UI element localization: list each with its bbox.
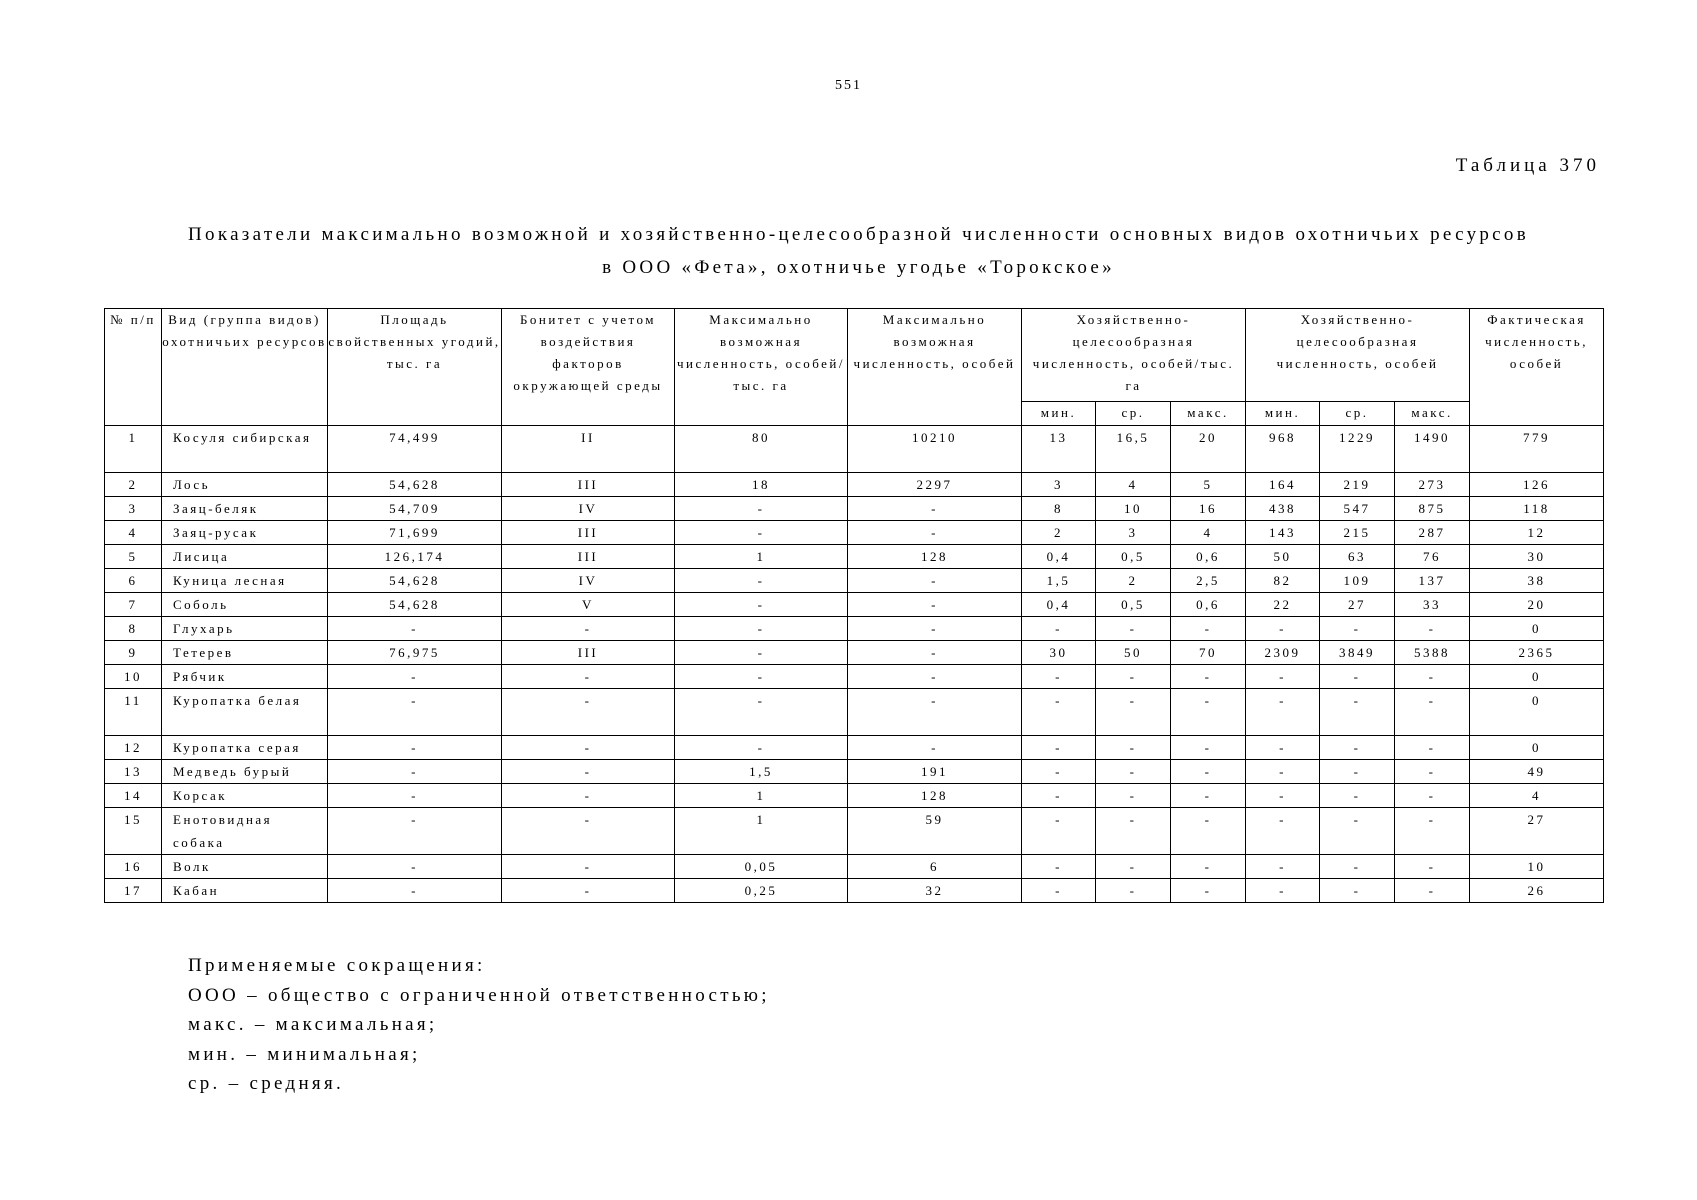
table-cell: 191 xyxy=(848,760,1022,784)
species-cell: Лось xyxy=(162,473,328,497)
header-opt-density-max: макс. xyxy=(1171,402,1246,426)
species-cell: Косуля сибирская xyxy=(162,426,328,473)
table-row xyxy=(105,689,1604,736)
header-actual: Фактическая численность, особей xyxy=(1470,309,1604,426)
table-cell: - xyxy=(502,808,675,855)
table-cell: 26 xyxy=(1470,879,1604,903)
table-cell: 287 xyxy=(1395,521,1470,545)
notes-item: ООО – общество с ограниченной ответственностью; xyxy=(188,984,770,1006)
table-cell: 22 xyxy=(1246,593,1320,617)
table-cell: 0 xyxy=(1470,689,1604,736)
table-cell: - xyxy=(848,736,1022,760)
table-cell: - xyxy=(502,760,675,784)
table-cell: - xyxy=(502,784,675,808)
table-cell: 54,709 xyxy=(328,497,502,521)
table-cell: - xyxy=(1022,879,1096,903)
table-cell: 13 xyxy=(105,760,162,784)
species-cell: Куропатка серая xyxy=(162,736,328,760)
table-cell: - xyxy=(1320,808,1395,855)
table-cell: - xyxy=(1320,665,1395,689)
table-cell: 219 xyxy=(1320,473,1395,497)
table-cell: - xyxy=(328,855,502,879)
table-cell: 18 xyxy=(675,473,848,497)
table-cell: - xyxy=(1320,689,1395,736)
notes-heading: Применяемые сокращения: xyxy=(188,955,486,976)
table-row xyxy=(105,855,1604,879)
table-cell: 13 xyxy=(1022,426,1096,473)
table-cell: 547 xyxy=(1320,497,1395,521)
table-cell: - xyxy=(1022,760,1096,784)
table-cell: - xyxy=(1022,808,1096,855)
table-cell: 27 xyxy=(1470,808,1604,855)
table-label: Таблица 370 xyxy=(1455,155,1600,176)
table-cell: - xyxy=(1096,808,1171,855)
table-cell: - xyxy=(1022,689,1096,736)
header-opt-count-avg: ср. xyxy=(1320,402,1395,426)
table-cell: - xyxy=(675,689,848,736)
table-cell: 0 xyxy=(1470,736,1604,760)
table-cell: - xyxy=(502,736,675,760)
table-cell: 126 xyxy=(1470,473,1604,497)
table-cell: II xyxy=(502,426,675,473)
header-opt-density-avg: ср. xyxy=(1096,402,1171,426)
table-cell: - xyxy=(1246,784,1320,808)
table-cell: - xyxy=(1171,855,1246,879)
table-cell: 20 xyxy=(1171,426,1246,473)
species-cell: Енотовидная собака xyxy=(162,808,328,855)
table-cell: 11 xyxy=(105,689,162,736)
table-cell: - xyxy=(1395,855,1470,879)
table-cell: - xyxy=(1096,760,1171,784)
table-cell: - xyxy=(675,569,848,593)
table-cell: - xyxy=(328,760,502,784)
table-cell: - xyxy=(1096,665,1171,689)
abbreviations-notes xyxy=(188,951,770,1099)
notes-item: макс. – максимальная; xyxy=(188,1014,438,1035)
table-cell: 76,975 xyxy=(328,641,502,665)
table-cell: 1 xyxy=(675,808,848,855)
table-cell: 164 xyxy=(1246,473,1320,497)
table-row xyxy=(105,736,1604,760)
table-cell: III xyxy=(502,521,675,545)
table-cell: 10210 xyxy=(848,426,1022,473)
table-cell: - xyxy=(502,665,675,689)
table-cell: - xyxy=(1096,736,1171,760)
table-cell: - xyxy=(328,784,502,808)
table-cell: - xyxy=(675,641,848,665)
table-cell: 7 xyxy=(105,593,162,617)
table-cell: - xyxy=(1171,784,1246,808)
table-cell: 0,4 xyxy=(1022,545,1096,569)
table-cell: 0,6 xyxy=(1171,593,1246,617)
table-cell: 32 xyxy=(848,879,1022,903)
species-cell: Рябчик xyxy=(162,665,328,689)
table-cell: 1 xyxy=(675,784,848,808)
table-cell: - xyxy=(1246,808,1320,855)
table-cell: - xyxy=(502,879,675,903)
table-cell: 6 xyxy=(848,855,1022,879)
table-cell: - xyxy=(1246,736,1320,760)
table-cell: 20 xyxy=(1470,593,1604,617)
table-cell: 109 xyxy=(1320,569,1395,593)
table-cell: 54,628 xyxy=(328,569,502,593)
table-cell: - xyxy=(848,665,1022,689)
table-cell: - xyxy=(328,665,502,689)
table-cell: 5388 xyxy=(1395,641,1470,665)
table-cell: - xyxy=(1246,855,1320,879)
table-cell: 16 xyxy=(105,855,162,879)
table-cell: 2365 xyxy=(1470,641,1604,665)
table-cell: 137 xyxy=(1395,569,1470,593)
species-cell: Глухарь xyxy=(162,617,328,641)
header-area: Площадь свойственных угодий, тыс. га xyxy=(328,309,502,426)
table-cell: 2 xyxy=(1022,521,1096,545)
table-cell: - xyxy=(1395,736,1470,760)
table-cell: 82 xyxy=(1246,569,1320,593)
table-cell: 30 xyxy=(1022,641,1096,665)
table-row xyxy=(105,808,1604,855)
table-cell: 1 xyxy=(675,545,848,569)
table-cell: III xyxy=(502,641,675,665)
table-cell: 80 xyxy=(675,426,848,473)
table-cell: - xyxy=(848,521,1022,545)
header-bonitet: Бонитет с учетом воздействия факторов окружающей среды xyxy=(502,309,675,426)
table-row xyxy=(105,593,1604,617)
table-cell: 0,5 xyxy=(1096,545,1171,569)
table-cell: 2 xyxy=(105,473,162,497)
table-cell: 10 xyxy=(1470,855,1604,879)
species-cell: Тетерев xyxy=(162,641,328,665)
table-cell: - xyxy=(1320,784,1395,808)
table-cell: - xyxy=(1022,784,1096,808)
table-row xyxy=(105,545,1604,569)
table-cell: - xyxy=(1171,689,1246,736)
species-cell: Медведь бурый xyxy=(162,760,328,784)
table-row xyxy=(105,760,1604,784)
table-cell: - xyxy=(1320,879,1395,903)
table-cell: - xyxy=(1022,617,1096,641)
table-cell: - xyxy=(1022,665,1096,689)
table-cell: 2309 xyxy=(1246,641,1320,665)
table-cell: 33 xyxy=(1395,593,1470,617)
table-cell: - xyxy=(848,689,1022,736)
table-cell: - xyxy=(848,641,1022,665)
table-cell: 15 xyxy=(105,808,162,855)
species-cell: Лисица xyxy=(162,545,328,569)
table-cell: - xyxy=(1395,879,1470,903)
notes-item: ср. – средняя. xyxy=(188,1073,345,1094)
species-cell: Куница лесная xyxy=(162,569,328,593)
header-max-count: Максимально возможная численность, особей xyxy=(848,309,1022,426)
table-row xyxy=(105,879,1604,903)
table-row xyxy=(105,497,1604,521)
table-cell: 16 xyxy=(1171,497,1246,521)
table-cell: - xyxy=(1022,736,1096,760)
table-row xyxy=(105,665,1604,689)
table-cell: 0,25 xyxy=(675,879,848,903)
table-cell: 12 xyxy=(105,736,162,760)
table-cell: - xyxy=(1246,689,1320,736)
table-cell: - xyxy=(1395,784,1470,808)
table-cell: 50 xyxy=(1246,545,1320,569)
table-cell: 779 xyxy=(1470,426,1604,473)
table-cell: - xyxy=(1171,617,1246,641)
table-cell: 63 xyxy=(1320,545,1395,569)
table-cell: 0,4 xyxy=(1022,593,1096,617)
table-cell: 143 xyxy=(1246,521,1320,545)
header-opt-density-min: мин. xyxy=(1022,402,1096,426)
title-line-1: Показатели максимально возможной и хозяйственно-целесообразной численности основных видов охотничьих ресурсов xyxy=(188,224,1529,245)
table-row xyxy=(105,641,1604,665)
table-cell: 4 xyxy=(1171,521,1246,545)
table-cell: 74,499 xyxy=(328,426,502,473)
table-cell: 3 xyxy=(1022,473,1096,497)
table-cell: 6 xyxy=(105,569,162,593)
table-cell: III xyxy=(502,545,675,569)
table-cell: - xyxy=(328,617,502,641)
table-cell: 3 xyxy=(1096,521,1171,545)
notes-item: мин. – минимальная; xyxy=(188,1043,421,1065)
table-cell: 215 xyxy=(1320,521,1395,545)
table-cell: 273 xyxy=(1395,473,1470,497)
table-cell: - xyxy=(1246,665,1320,689)
table-cell: 12 xyxy=(1470,521,1604,545)
table-row xyxy=(105,784,1604,808)
table-cell: - xyxy=(1246,617,1320,641)
table-cell: - xyxy=(328,689,502,736)
table-cell: IV xyxy=(502,569,675,593)
table-cell: 968 xyxy=(1246,426,1320,473)
table-cell: - xyxy=(1171,808,1246,855)
table-cell: 3849 xyxy=(1320,641,1395,665)
table-cell: - xyxy=(1096,784,1171,808)
table-cell: - xyxy=(1320,855,1395,879)
table-cell: - xyxy=(1096,879,1171,903)
species-cell: Заяц-русак xyxy=(162,521,328,545)
table-cell: - xyxy=(1171,665,1246,689)
table-cell: - xyxy=(675,497,848,521)
table-cell: 70 xyxy=(1171,641,1246,665)
table-cell: 5 xyxy=(1171,473,1246,497)
table-cell: 9 xyxy=(105,641,162,665)
table-row xyxy=(105,617,1604,641)
table-row xyxy=(105,473,1604,497)
table-header xyxy=(105,309,1604,426)
table-cell: - xyxy=(1096,855,1171,879)
table-cell: 128 xyxy=(848,784,1022,808)
table-cell: - xyxy=(675,736,848,760)
table-cell: 126,174 xyxy=(328,545,502,569)
species-cell: Куропатка белая xyxy=(162,689,328,736)
table-cell: - xyxy=(1320,736,1395,760)
table-cell: - xyxy=(848,497,1022,521)
table-cell: - xyxy=(1171,879,1246,903)
table-cell: 1,5 xyxy=(1022,569,1096,593)
table-cell: 71,699 xyxy=(328,521,502,545)
table-cell: - xyxy=(848,593,1022,617)
header-opt-density: Хозяйственно-целесообразная численность, особей/тыс. га xyxy=(1022,309,1246,402)
table-row xyxy=(105,569,1604,593)
table-cell: 59 xyxy=(848,808,1022,855)
table-cell: - xyxy=(502,689,675,736)
hunting-resources-table xyxy=(104,308,1604,903)
table-cell: - xyxy=(1171,736,1246,760)
table-cell: V xyxy=(502,593,675,617)
table-cell: - xyxy=(675,593,848,617)
table-cell: - xyxy=(848,569,1022,593)
species-cell: Соболь xyxy=(162,593,328,617)
table-cell: - xyxy=(1246,879,1320,903)
table-cell: 17 xyxy=(105,879,162,903)
table-cell: 5 xyxy=(105,545,162,569)
table-cell: IV xyxy=(502,497,675,521)
table-cell: 2297 xyxy=(848,473,1022,497)
table-cell: - xyxy=(1395,689,1470,736)
table-cell: - xyxy=(1395,617,1470,641)
table-cell: 0 xyxy=(1470,665,1604,689)
header-max-density: Максимально возможная численность, особей/тыс. га xyxy=(675,309,848,426)
table-cell: 38 xyxy=(1470,569,1604,593)
table-cell: 30 xyxy=(1470,545,1604,569)
table-cell: 1 xyxy=(105,426,162,473)
table-title xyxy=(60,218,1657,284)
table-cell: 0,6 xyxy=(1171,545,1246,569)
table-row xyxy=(105,426,1604,473)
table-cell: 2 xyxy=(1096,569,1171,593)
header-opt-count-min: мин. xyxy=(1246,402,1320,426)
table-cell: 16,5 xyxy=(1096,426,1171,473)
table-cell: 2,5 xyxy=(1171,569,1246,593)
header-opt-count: Хозяйственно-целесообразная численность, особей xyxy=(1246,309,1470,402)
table-cell: - xyxy=(1096,617,1171,641)
table-cell: 0 xyxy=(1470,617,1604,641)
species-cell: Корсак xyxy=(162,784,328,808)
table-cell: 4 xyxy=(1470,784,1604,808)
table-cell: - xyxy=(675,665,848,689)
table-cell: 0,5 xyxy=(1096,593,1171,617)
header-opt-count-max: макс. xyxy=(1395,402,1470,426)
table-cell: - xyxy=(1395,760,1470,784)
table-cell: 14 xyxy=(105,784,162,808)
header-species: Вид (группа видов) охотничьих ресурсов xyxy=(162,309,328,426)
title-line-2: в ООО «Фета», охотничье угодье «Торокское» xyxy=(602,257,1115,278)
table-cell: 1229 xyxy=(1320,426,1395,473)
table-cell: - xyxy=(1246,760,1320,784)
table-cell: 3 xyxy=(105,497,162,521)
table-cell: 50 xyxy=(1096,641,1171,665)
table-cell: - xyxy=(675,521,848,545)
species-cell: Кабан xyxy=(162,879,328,903)
table-cell: 4 xyxy=(105,521,162,545)
table-cell: 76 xyxy=(1395,545,1470,569)
table-cell: 10 xyxy=(105,665,162,689)
table-cell: - xyxy=(1022,855,1096,879)
page-number: 551 xyxy=(835,78,862,93)
table-cell: 118 xyxy=(1470,497,1604,521)
table-cell: 8 xyxy=(105,617,162,641)
table-cell: 1490 xyxy=(1395,426,1470,473)
table-cell: - xyxy=(1395,808,1470,855)
table-cell: 10 xyxy=(1096,497,1171,521)
table-cell: 875 xyxy=(1395,497,1470,521)
table-cell: 1,5 xyxy=(675,760,848,784)
table-cell: - xyxy=(1320,760,1395,784)
table-body xyxy=(105,426,1604,903)
table-cell: 54,628 xyxy=(328,473,502,497)
table-cell: III xyxy=(502,473,675,497)
table-cell: - xyxy=(848,617,1022,641)
table-cell: 8 xyxy=(1022,497,1096,521)
header-num: № п/п xyxy=(105,309,162,426)
table-cell: - xyxy=(502,617,675,641)
species-cell: Волк xyxy=(162,855,328,879)
table-cell: 4 xyxy=(1096,473,1171,497)
table-cell: - xyxy=(675,617,848,641)
table-cell: - xyxy=(328,736,502,760)
table-row xyxy=(105,521,1604,545)
table-cell: - xyxy=(502,855,675,879)
table-cell: - xyxy=(1171,760,1246,784)
table-cell: 0,05 xyxy=(675,855,848,879)
table-cell: - xyxy=(328,808,502,855)
table-cell: - xyxy=(1096,689,1171,736)
table-cell: 49 xyxy=(1470,760,1604,784)
table-cell: - xyxy=(328,879,502,903)
table-cell: 438 xyxy=(1246,497,1320,521)
table-cell: 27 xyxy=(1320,593,1395,617)
table-cell: - xyxy=(1320,617,1395,641)
table-cell: - xyxy=(1395,665,1470,689)
table-cell: 54,628 xyxy=(328,593,502,617)
species-cell: Заяц-беляк xyxy=(162,497,328,521)
table-cell: 128 xyxy=(848,545,1022,569)
